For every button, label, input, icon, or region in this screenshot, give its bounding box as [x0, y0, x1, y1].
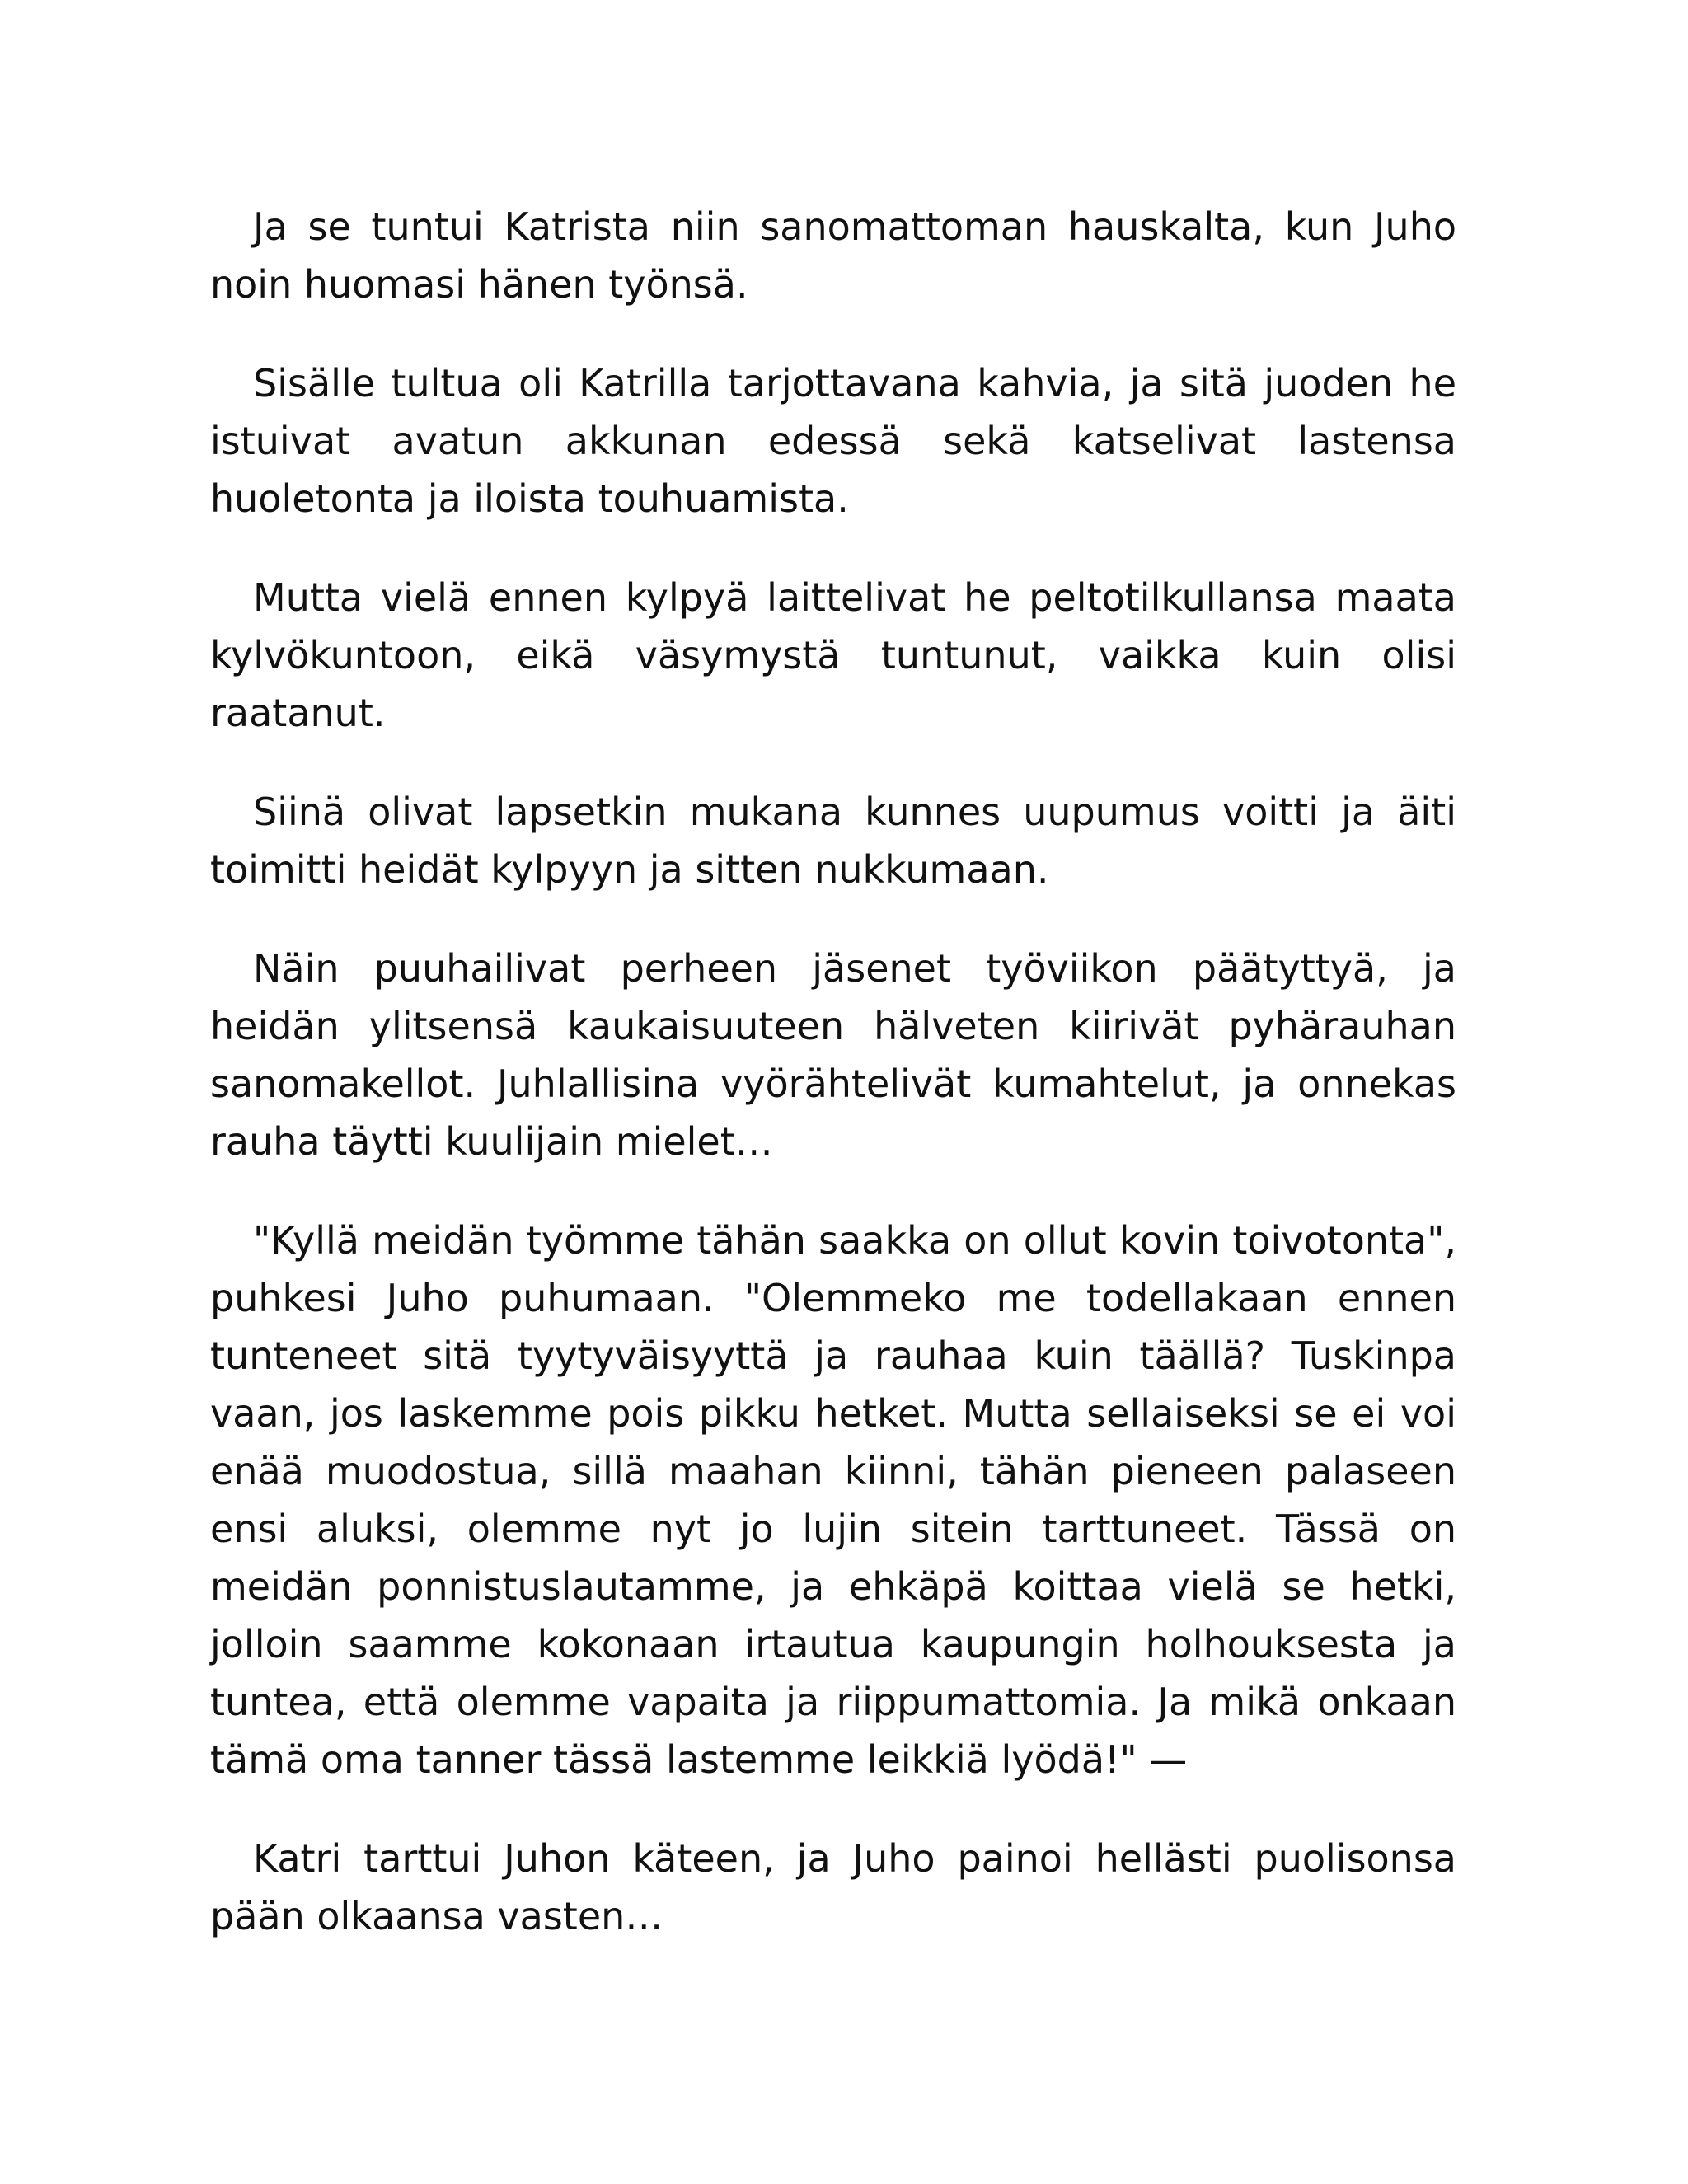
paragraph-2: Sisälle tultua oli Katrilla tarjottavana kahvia, ja sitä juoden he istuivat avatun akkunan edessä sekä katselivat lastensa huoletonta ja iloista touhuamista.: [210, 361, 1456, 521]
paragraph-1: Ja se tuntui Katrista niin sanomattoman hauskalta, kun Juho noin huomasi hänen työnsä.: [210, 204, 1456, 307]
paragraph-3: Mutta vielä ennen kylpyä laittelivat he peltotilkullansa maata kylvökuntoon, eikä väsymystä tuntunut, vaikka kuin olisi raatanut.: [210, 575, 1456, 735]
document-page: [210, 198, 1456, 1945]
paragraph-6: "Kyllä meidän työmme tähän saakka on ollut kovin toivotonta", puhkesi Juho puhumaan. "Olemmeko me todellakaan ennen tunteneet sitä tyytyväisyyttä ja rauhaa kuin täällä? Tuskinpa vaan, jos laskemme pois pikku hetket. Mutta sellaiseksi se ei voi enää muodostua, sillä maahan kiinni, tähän pieneen palaseen ensi aluksi, olemme nyt jo lujin sitein tarttuneet. Tässä on meidän ponnistuslautamme, ja ehkäpä koittaa vielä se hetki, jolloin saamme kokonaan irtautua kaupungin holhouksesta ja tuntea, että olemme vapaita ja riippumattomia. Ja mikä onkaan tämä oma tanner tässä lastemme leikkiä lyödä!" —: [210, 1218, 1456, 1782]
paragraph-4: Siinä olivat lapsetkin mukana kunnes uupumus voitti ja äiti toimitti heidät kylpyyn ja sitten nukkumaan.: [210, 790, 1456, 892]
paragraph-7: Katri tarttui Juhon käteen, ja Juho painoi hellästi puolisonsa pään olkaansa vasten…: [210, 1836, 1456, 1938]
paragraph-5: Näin puuhailivat perheen jäsenet työviikon päätyttyä, ja heidän ylitsensä kaukaisuuteen hälveten kiirivät pyhärauhan sanomakellot. Juhlallisina vyörähtelivät kumahtelut, ja onnekas rauha täytti kuulijain mielet…: [210, 946, 1456, 1164]
